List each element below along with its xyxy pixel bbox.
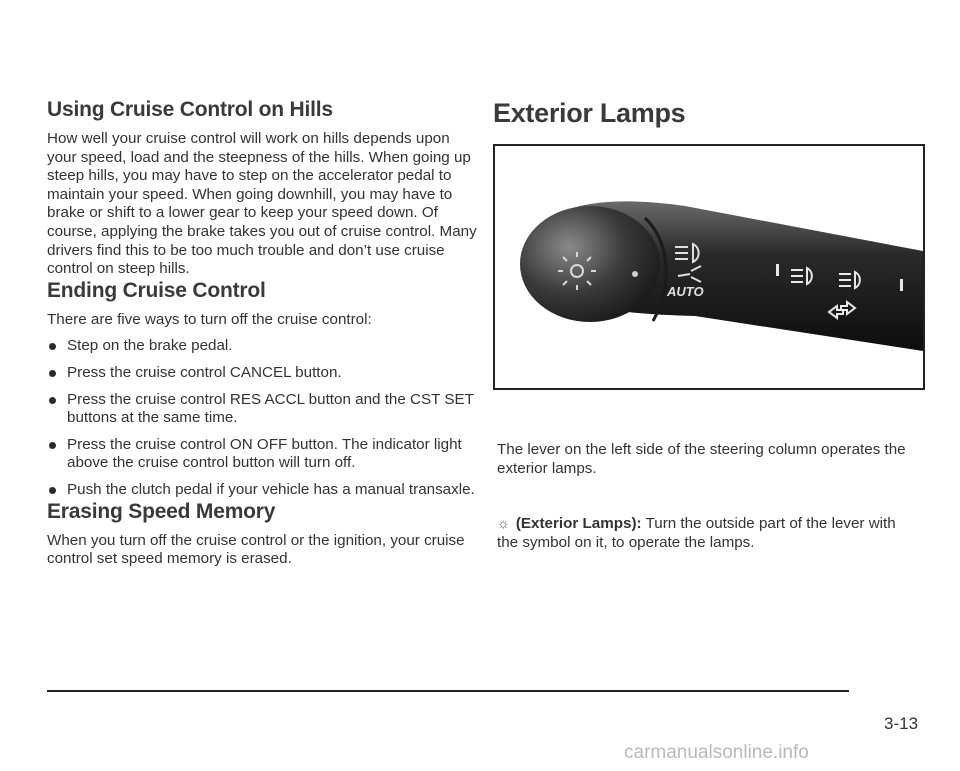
list-item: [47, 337, 477, 356]
list-item: [47, 364, 477, 383]
exterior-lamps-text: Turn the outside part of the lever with the symbol on it, to operate the lamps.: [497, 515, 896, 551]
bullet-icon: [49, 487, 56, 494]
list-item-text: Step on the brake pedal.: [67, 337, 233, 355]
list-item-text: Press the cruise control CANCEL button.: [67, 363, 342, 381]
list-item: [47, 391, 477, 428]
auto-label: AUTO: [667, 284, 704, 299]
position-dot-icon: [632, 271, 638, 277]
list-item-text: Press the cruise control RES ACCL button and the CST SET buttons at the same time.: [67, 390, 474, 427]
heading-ending-cruise: Ending Cruise Control: [47, 278, 266, 302]
list-item-text: Press the cruise control ON OFF button. The indicator light above the cruise control button will turn off.: [67, 435, 462, 472]
bullet-icon: [49, 370, 56, 377]
lamp-lever-illustration: [495, 146, 923, 388]
list-item: [47, 481, 477, 500]
bullet-icon: [49, 442, 56, 449]
lever-knob-shape: [520, 206, 660, 322]
heading-exterior-lamps: Exterior Lamps: [493, 98, 686, 128]
exterior-lamps-label: (Exterior Lamps):: [515, 515, 642, 532]
right-column: [493, 98, 925, 129]
list-item: [47, 436, 477, 473]
paragraph-erasing-memory: When you turn off the cruise control or the ignition, your cruise control set speed memory is erased.: [47, 531, 465, 568]
marker-tick-right: [900, 279, 903, 291]
ending-methods-list: [47, 337, 477, 499]
left-column: [47, 98, 477, 569]
list-item-text: Push the clutch pedal if your vehicle has a manual transaxle.: [67, 480, 475, 498]
heading-erasing-memory: Erasing Speed Memory: [47, 499, 276, 523]
paragraph-ending-intro: There are five ways to turn off the cruise control:: [47, 310, 372, 328]
heading-cruise-hills: Using Cruise Control on Hills: [47, 98, 333, 121]
exterior-lamps-icon: ☼: [497, 515, 510, 531]
exterior-lamps-description: [497, 514, 917, 552]
page-number: 3-13: [884, 714, 919, 733]
paragraph-cruise-hills: How well your cruise control will work on hills depends upon your speed, load and the steepness of the hills. When going up steep hills, you may have to step on the accelerator pedal to maintain your speed. When going downhill, you may have to brake or shift to a lower gear to keep your speed down. Of course, applying the brake takes you out of cruise control. Many drivers find this to be too much trouble and don’t use cruise control on steep hills.: [47, 130, 477, 278]
footer-rule: [47, 690, 849, 692]
bullet-icon: [49, 397, 56, 404]
figure-caption: The lever on the left side of the steering column operates the exterior lamps.: [497, 441, 906, 477]
bullet-icon: [49, 343, 56, 350]
marker-tick-left: [776, 264, 779, 276]
lamp-lever-figure: [493, 144, 925, 390]
watermark: carmanualsonline.info: [624, 742, 809, 763]
